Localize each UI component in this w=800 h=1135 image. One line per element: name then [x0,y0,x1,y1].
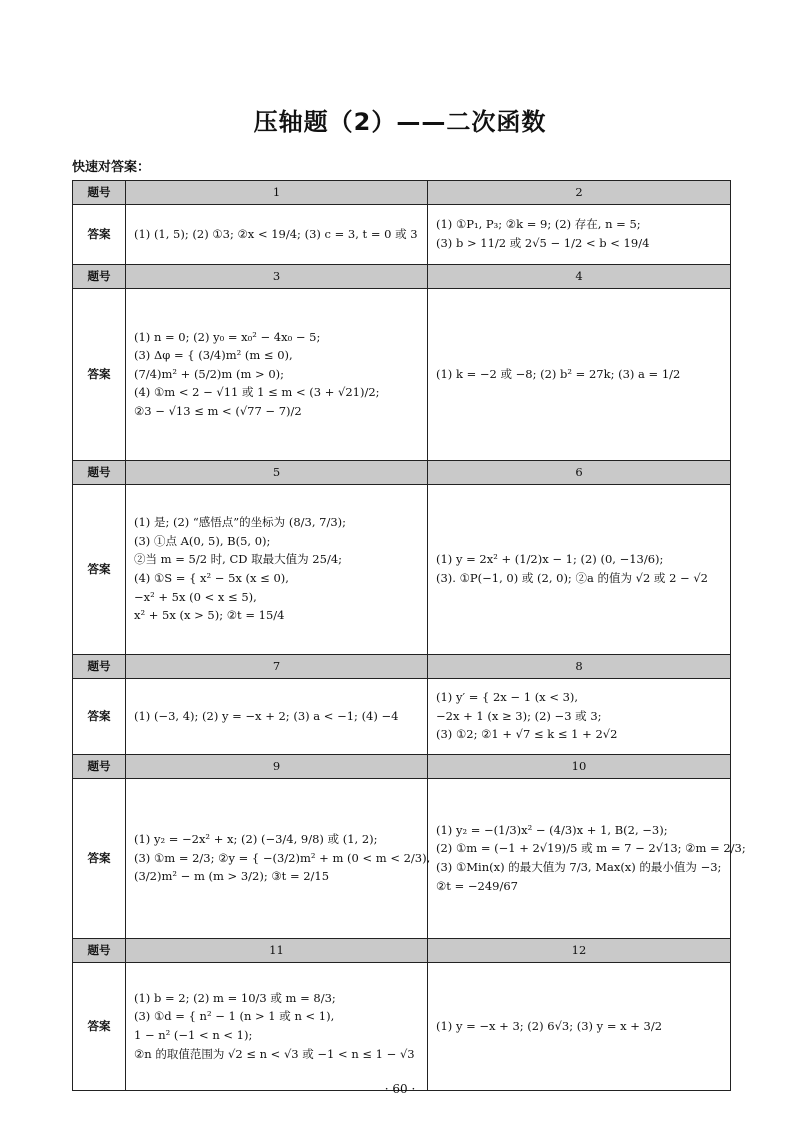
answer-line: (4) ①m < 2 − √11 或 1 ≤ m < (3 + √21)/2; [134,385,380,400]
question-number-left: 7 [126,655,428,679]
answer-cell-right [428,289,731,461]
question-number-right: 2 [428,181,731,205]
answer-cell-left [126,205,428,265]
question-number-row [73,265,731,289]
answer-cell-right [428,485,731,655]
answer-line: (3) ①2; ②1 + √7 ≤ k ≤ 1 + 2√2 [436,727,618,742]
answer-line: (1) y = −x + 3; (2) 6√3; (3) y = x + 3/2 [436,1018,663,1033]
answer-row [73,679,731,755]
answer-line: (1) (1, 5); (2) ①3; ②x < 19/4; (3) c = 3, t = 0 或 3 [134,226,418,241]
answer-line: (1) y′ = { 2x − 1 (x < 3), [436,690,579,705]
answer-line: (1) (−3, 4); (2) y = −x + 2; (3) a < −1; (4) −4 [134,708,399,723]
answer-row [73,779,731,939]
question-number-row [73,181,731,205]
page-title: 压轴题（2）——二次函数 [253,108,547,136]
question-number-left: 11 [126,939,428,963]
answer-line: (1) ①P₁, P₃; ②k = 9; (2) 存在, n = 5; [436,217,641,232]
answer-line: x² + 5x (x > 5); ②t = 15/4 [134,608,285,623]
question-number-right: 10 [428,755,731,779]
question-number-left: 5 [126,461,428,485]
question-number-right: 12 [428,939,731,963]
answer-line: (1) b = 2; (2) m = 10/3 或 m = 8/3; [134,990,336,1005]
answer-cell-right [428,779,746,939]
question-number-right: 8 [428,655,731,679]
page-number: · 60 · [384,1082,416,1096]
label-question-number: 题号 [73,755,126,779]
answer-table [72,180,746,1091]
label-answer: 答案 [73,205,126,265]
answer-line: (1) 是; (2) “感悟点”的坐标为 (8/3, 7/3); [134,515,347,530]
answer-line: ②n 的取值范围为 √2 ≤ n < √3 或 −1 < n ≤ 1 − √3 [134,1046,415,1061]
label-question-number: 题号 [73,939,126,963]
answer-line: (1) n = 0; (2) y₀ = x₀² − 4x₀ − 5; [134,329,321,344]
answer-cell-left [126,485,428,655]
answer-line: ②3 − √13 ≤ m < (√77 − 7)/2 [134,403,302,418]
question-number-right: 4 [428,265,731,289]
answer-row [73,485,731,655]
answer-line: (3) ①Min(x) 的最大值为 7/3, Max(x) 的最小值为 −3; [436,860,722,874]
label-answer: 答案 [73,485,126,655]
question-number-left: 3 [126,265,428,289]
answer-line: −2x + 1 (x ≥ 3); (2) −3 或 3; [436,708,602,723]
answer-line: (3/2)m² − m (m > 3/2); ③t = 2/15 [134,869,330,884]
answer-cell-left [126,289,428,461]
answer-line: (3). ①P(−1, 0) 或 (2, 0); ②a 的值为 √2 或 2 − √2 [436,571,708,585]
answer-cell-right [428,963,731,1091]
label-answer: 答案 [73,779,126,939]
answer-line: (2) ①m = (−1 + 2√19)/5 或 m = 7 − 2√13; ②m = 2/3; [436,841,746,856]
answer-line: (3) Δφ = { (3/4)m² (m ≤ 0), [134,348,293,363]
answer-line: ②t = −249/67 [436,878,518,893]
question-number-left: 1 [126,181,428,205]
label-answer: 答案 [73,679,126,755]
answer-cell-right [428,205,731,265]
question-number-row [73,939,731,963]
answer-cell-left [126,779,431,939]
answer-line: 1 − n² (−1 < n < 1); [134,1028,253,1042]
answer-row [73,963,731,1091]
label-answer: 答案 [73,963,126,1091]
question-number-left: 9 [126,755,428,779]
label-question-number: 题号 [73,265,126,289]
answer-line: (3) b > 11/2 或 2√5 − 1/2 < b < 19/4 [436,236,650,250]
answer-line: (1) y = 2x² + (1/2)x − 1; (2) (0, −13/6); [436,552,664,567]
answer-row [73,289,731,461]
answer-line: −x² + 5x (0 < x ≤ 5), [134,589,257,604]
answer-line: (1) y₂ = −(1/3)x² − (4/3)x + 1, B(2, −3); [436,822,668,837]
answer-line: (4) ①S = { x² − 5x (x ≤ 0), [134,571,289,585]
answer-line: (1) k = −2 或 −8; (2) b² = 27k; (3) a = 1/2 [436,366,681,381]
answer-line: (3) ①m = 2/3; ②y = { −(3/2)m² + m (0 < m < 2/3), [134,850,431,865]
answer-line: (3) ①点 A(0, 5), B(5, 0); [134,533,271,548]
answer-cell-left [126,963,428,1091]
question-number-right: 6 [428,461,731,485]
answer-line: (7/4)m² + (5/2)m (m > 0); [134,366,284,381]
label-question-number: 题号 [73,181,126,205]
section-subtitle: 快速对答案： [72,160,151,175]
label-question-number: 题号 [73,461,126,485]
label-answer: 答案 [73,289,126,461]
question-number-row [73,755,731,779]
answer-cell-left [126,679,428,755]
question-number-row [73,655,731,679]
answer-row [73,205,731,265]
answer-line: ②当 m = 5/2 时, CD 取最大值为 25/4; [134,552,343,567]
answer-cell-right [428,679,731,755]
label-question-number: 题号 [73,655,126,679]
question-number-row [73,461,731,485]
answer-line: (1) y₂ = −2x² + x; (2) (−3/4, 9/8) 或 (1, 2); [134,832,378,847]
answer-line: (3) ①d = { n² − 1 (n > 1 或 n < 1), [134,1009,335,1024]
